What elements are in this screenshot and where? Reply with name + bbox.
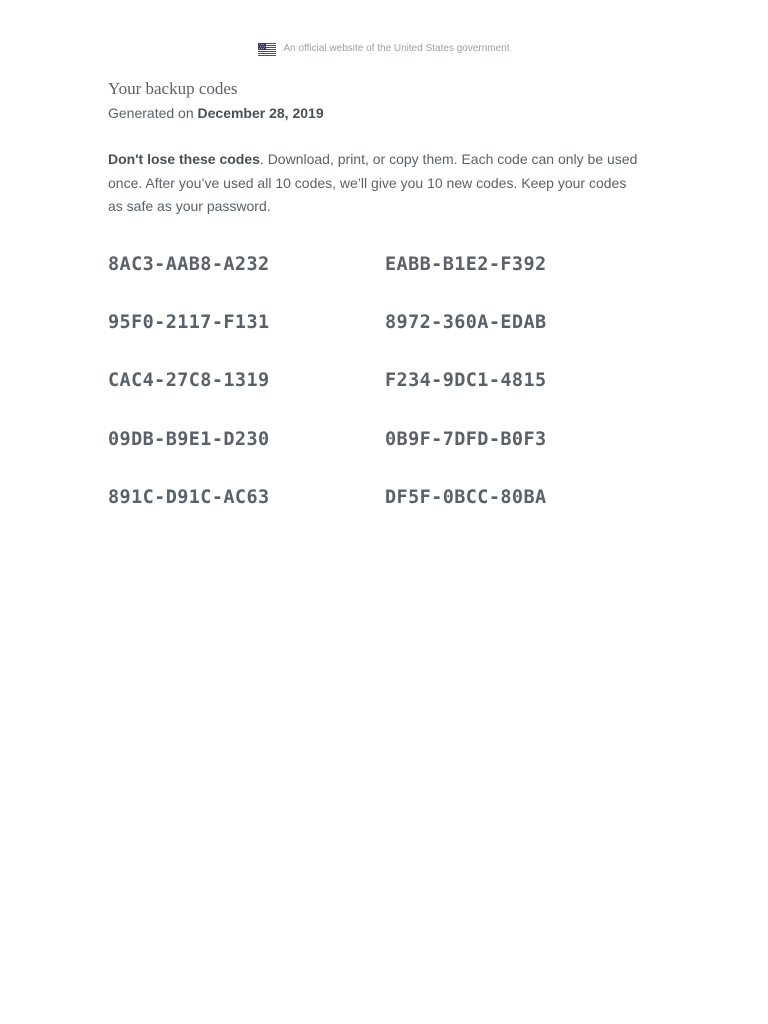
backup-codes-list [108, 253, 668, 544]
backup-code: 8972-360A-EDAB [385, 312, 547, 334]
backup-code: CAC4-27C8-1319 [108, 370, 270, 392]
us-flag-icon [258, 43, 276, 56]
generated-date-line [108, 104, 648, 122]
backup-code: EABB-B1E2-F392 [385, 254, 547, 275]
backup-codes-header [108, 78, 648, 233]
generated-prefix: Generated on [108, 105, 198, 121]
generated-date: December 28, 2019 [197, 105, 324, 121]
backup-code: 09DB-B9E1-D230 [108, 428, 270, 450]
warning-text: . Download, print, or copy them. Each code can only be used once. After you’ve used all 10 codes, we’ll give you 10 new codes. Keep your codes as safe as your password. [108, 151, 638, 214]
backup-code: 95F0-2117-F131 [108, 312, 270, 334]
backup-code: 8AC3-AAB8-A232 [108, 254, 270, 275]
gov-banner-text: An official website of the United States government [283, 43, 510, 54]
warning-bold: Don't lose these codes [108, 151, 260, 167]
warning-message [108, 148, 644, 219]
backup-code: 891C-D91C-AC63 [108, 486, 270, 508]
backup-code: 0B9F-7DFD-B0F3 [385, 428, 547, 450]
page-title: Your backup codes [108, 79, 238, 98]
backup-code: DF5F-0BCC-80BA [385, 486, 547, 508]
gov-banner [0, 42, 768, 56]
backup-code: F234-9DC1-4815 [385, 370, 547, 392]
